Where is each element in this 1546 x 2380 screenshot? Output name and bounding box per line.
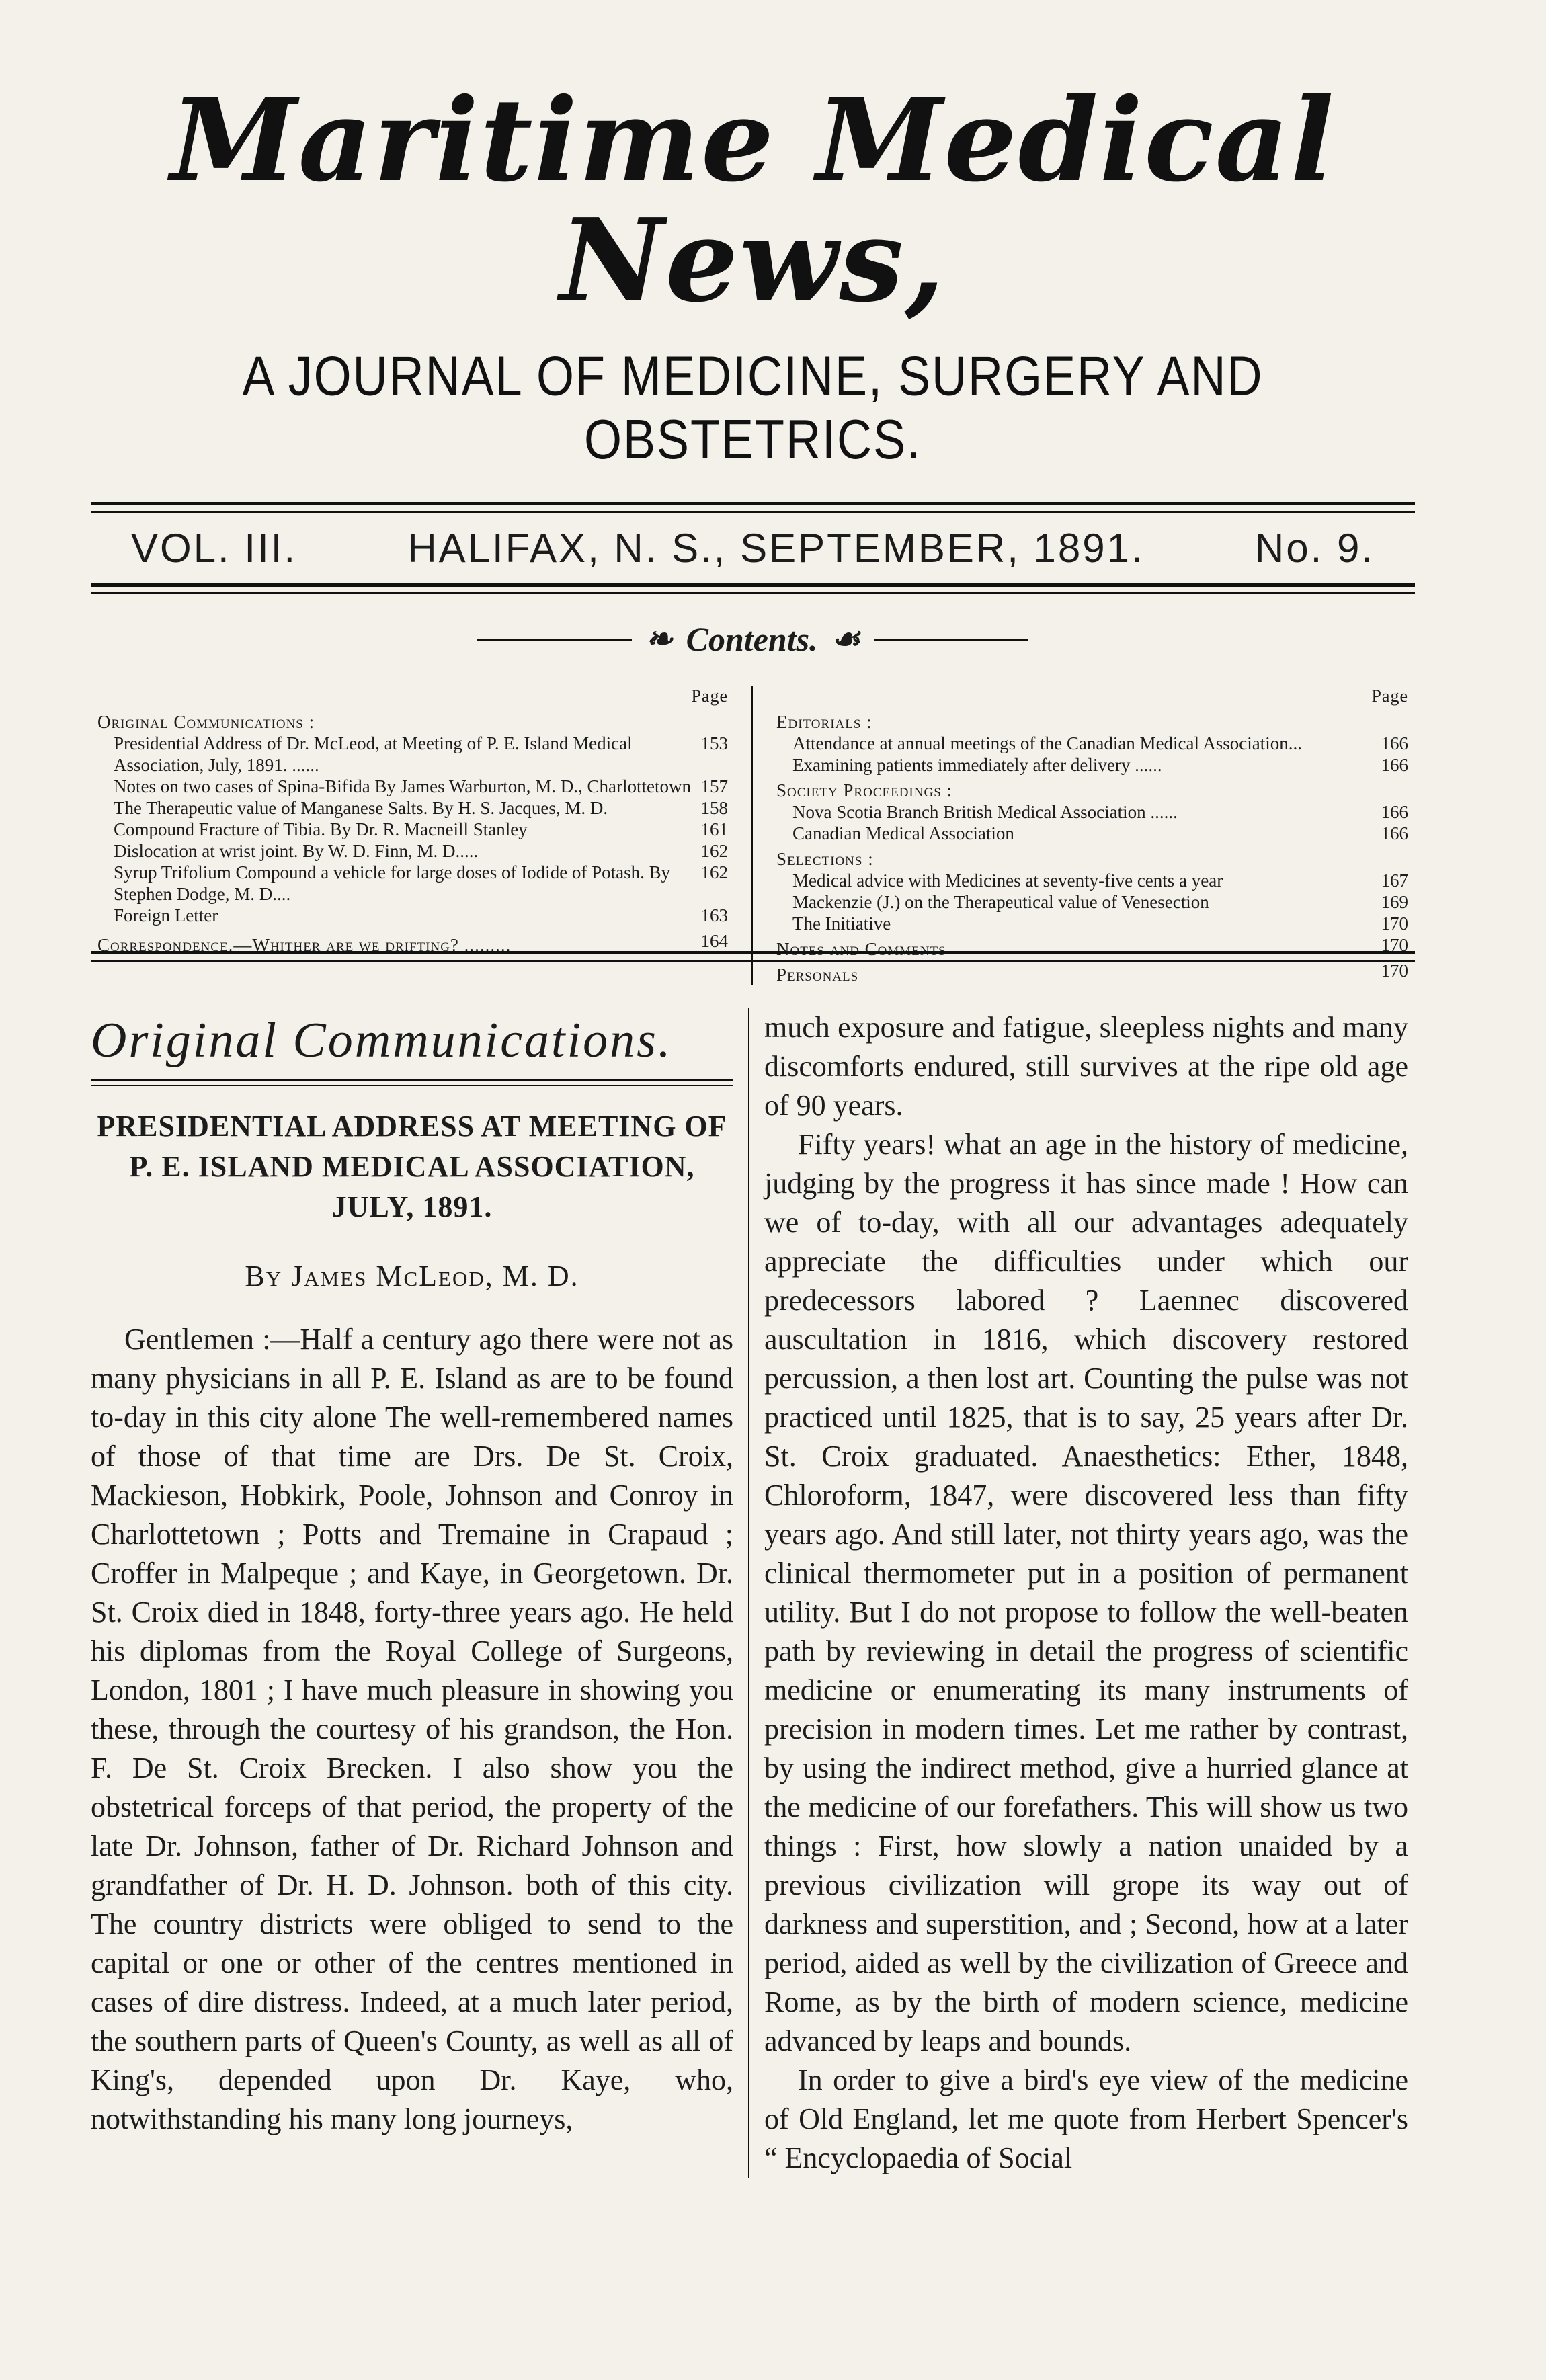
contents-section-society: Society Proceedings : [776,780,953,801]
contents-entry-page: 169 [1381,892,1408,912]
section-title: Original Communications. [91,1013,673,1068]
contents-entry-page: 157 [700,776,728,796]
contents-entry-title: Nova Scotia Branch British Medical Association ...... [792,802,1178,822]
issue-number: No. 9. [1254,526,1375,571]
contents-entry-page: 166 [1381,823,1408,844]
contents-entry-page: 170 [1381,960,1408,981]
contents-entry-title: Foreign Letter [114,905,218,926]
contents-entry[interactable] [97,733,728,776]
contents-entry[interactable] [97,905,728,926]
contents-entry-page: 158 [700,798,728,818]
article-body [91,1008,1415,2178]
contents-section-editorials: Editorials : [776,712,872,732]
heading-rule-left [477,639,632,641]
journal-page [91,54,1415,2339]
article-paragraphs-left [91,1320,733,2139]
article-paragraph: In order to give a bird's eye view of the medicine of Old England, let me quote from Herbert Spencer's “ Encyclopaedia of Social [764,2063,1408,2174]
contents-entry-title: Canadian Medical Association [792,823,1014,844]
article-paragraphs-right [764,1008,1408,2178]
contents-entry-page: 161 [700,819,728,839]
contents-entry[interactable] [776,823,1408,844]
contents-entry-title: Dislocation at wrist joint. By W. D. Finn, M. D..... [114,841,479,861]
contents-entry-title: Presidential Address of Dr. McLeod, at Meeting of P. E. Island Medical Association, July, 1891. ...... [114,733,633,775]
journal-title: Maritime Medical News, [170,73,1336,328]
contents-entry-title: Compound Fracture of Tibia. By Dr. R. Macneill Stanley [114,819,528,839]
contents-entries-editorials [776,733,1408,776]
contents-entry-title: Mackenzie (J.) on the Therapeutical value of Venesection [792,892,1209,912]
contents-entry-personals[interactable] [776,960,1408,985]
contents-entry[interactable] [97,819,728,840]
volume-number: VOL. III. [131,526,298,571]
contents-entry-page: 166 [1381,733,1408,753]
contents-entry-title: Notes on two cases of Spina-Bifida By James Warburton, M. D., Charlottetown [114,776,691,796]
article-right-column [749,1008,1408,2178]
contents-right-column [753,686,1415,985]
issue-place-date: HALIFAX, N. S., SEPTEMBER, 1891. [407,526,1145,571]
article-paragraph: much exposure and fatigue, sleepless nights and many discomforts endured, still survives at the ripe old age of 90 years. [764,1011,1408,1122]
contents-entry-page: 170 [1381,935,1408,955]
contents-section-original: Original Communications : [97,712,315,732]
article-byline: By James McLeod, M. D. [245,1260,579,1293]
journal-subtitle: A JOURNAL OF MEDICINE, SURGERY AND OBSTETRICS. [242,345,1264,471]
contents-left-column [91,686,753,985]
contents-entry[interactable] [776,801,1408,823]
contents-entry-page: 166 [1381,802,1408,822]
contents-entry[interactable] [776,913,1408,934]
issue-line [91,513,1415,583]
contents-entry[interactable] [776,754,1408,776]
contents-entries-selections [776,870,1408,934]
table-of-contents [91,686,1415,985]
contents-entry-page: 153 [700,733,728,753]
scroll-ornament-icon: ☙ [831,622,860,657]
page-column-label: Page [691,686,728,706]
heading-rule-right [874,639,1028,641]
contents-entry-page: 164 [700,931,728,951]
contents-section-selections: Selections : [776,849,874,869]
contents-title: Contents. [686,620,818,658]
masthead-rule [91,502,1415,513]
contents-entry[interactable] [97,776,728,797]
scroll-ornament-icon: ❧ [645,622,673,657]
page-column-label: Page [1371,686,1408,706]
section-rule [91,1079,733,1086]
article-paragraph: Gentlemen :—Half a century ago there were not as many physicians in all P. E. Island as are to be found to-day in this city alone The well-remembered names of those of that time are Drs. De St. Croix, Mackieson, Hobkirk, Poole, Johnson and Conroy in Charlottetown ; Potts and Tremaine in Crapaud ; Croffer in Malpeque ; and Kaye, in Georgetown. Dr. St. Croix died in 1848, forty-three years ago. He held his diplomas from the Royal College of Surgeons, London, 1801 ; I have much pleasure in showing you these, through the courtesy of his grandson, the Hon. F. De St. Croix Brecken. I also show you the obstetrical forceps of that period, the property of the late Dr. Johnson, father of Dr. Richard Johnson and grandfather of Dr. H. D. Johnson. both of this city. The country districts were obliged to send to the capital or one or other of the centres mentioned in cases of dire distress. Indeed, at a much later period, the southern parts of Queen's County, as well as all of King's, depended upon Dr. Kaye, who, notwithstanding his many long journeys, [91,1323,733,2136]
issue-rule [91,583,1415,594]
article-title: PRESIDENTIAL ADDRESS AT MEETING OF P. E. ISLAND MEDICAL ASSOCIATION, JULY, 1891. [97,1110,727,1224]
contents-entries-left [97,733,728,926]
contents-entry-title: The Initiative [792,913,891,934]
contents-entries-society [776,801,1408,844]
contents-entry-title: Examining patients immediately after delivery ...... [792,755,1162,775]
contents-entry-page: 163 [700,905,728,926]
contents-entry-page: 167 [1381,870,1408,891]
contents-entry-title: Correspondence.—Whither are we drifting? ......... [97,935,512,955]
contents-entry-title: Notes and Comments [776,939,946,959]
article-left-column [91,1008,749,2178]
contents-entry[interactable] [776,870,1408,891]
contents-entry[interactable] [776,733,1408,754]
contents-heading [91,620,1415,659]
contents-bottom-rule [91,951,1415,962]
contents-entry-page: 170 [1381,913,1408,934]
contents-entry-title: Personals [776,965,859,985]
contents-entry[interactable] [776,891,1408,913]
contents-entry-page: 162 [700,841,728,861]
contents-entry-title: Medical advice with Medicines at seventy-five cents a year [792,870,1223,891]
contents-entry-title: The Therapeutic value of Manganese Salts. By H. S. Jacques, M. D. [114,798,608,818]
contents-entry-title: Attendance at annual meetings of the Canadian Medical Association... [792,733,1303,753]
contents-entry-page: 162 [700,862,728,883]
contents-entry[interactable] [97,840,728,862]
contents-entry-title: Syrup Trifolium Compound a vehicle for large doses of Iodide of Potash. By Stephen Dodge, M. D.... [114,862,671,904]
contents-entry-page: 166 [1381,755,1408,775]
contents-entry[interactable] [97,797,728,819]
contents-entry[interactable] [97,862,728,905]
article-paragraph: Fifty years! what an age in the history of medicine, judging by the progress it has since made ! How can we of to-day, with all our advantages adequately appreciate the difficulties under which our predecessors labored ? Laennec discovered auscultation in 1816, which discovery restored percussion, a then lost art. Counting the pulse was not practiced until 1825, that is to say, 25 years after Dr. St. Croix graduated. Anaesthetics: Ether, 1848, Chloroform, 1847, were discovered less than fifty years ago. And still later, not thirty years ago, was the clinical thermometer put in a position of permanent utility. But I do not propose to follow the well-beaten path by reviewing in detail the progress of scientific medicine or enumerating its many instruments of precision in modern times. Let me rather by contrast, by using the indirect method, give a hurried glance at the medicine of our forefathers. This will show us two things : First, how slowly a nation unaided by a previous civilization will grope its way out of darkness and superstition, and ; Second, how at a later period, aided as well by the civilization of Greece and Rome, as by the birth of modern science, medicine advanced by leaps and bounds. [764,1128,1408,2057]
